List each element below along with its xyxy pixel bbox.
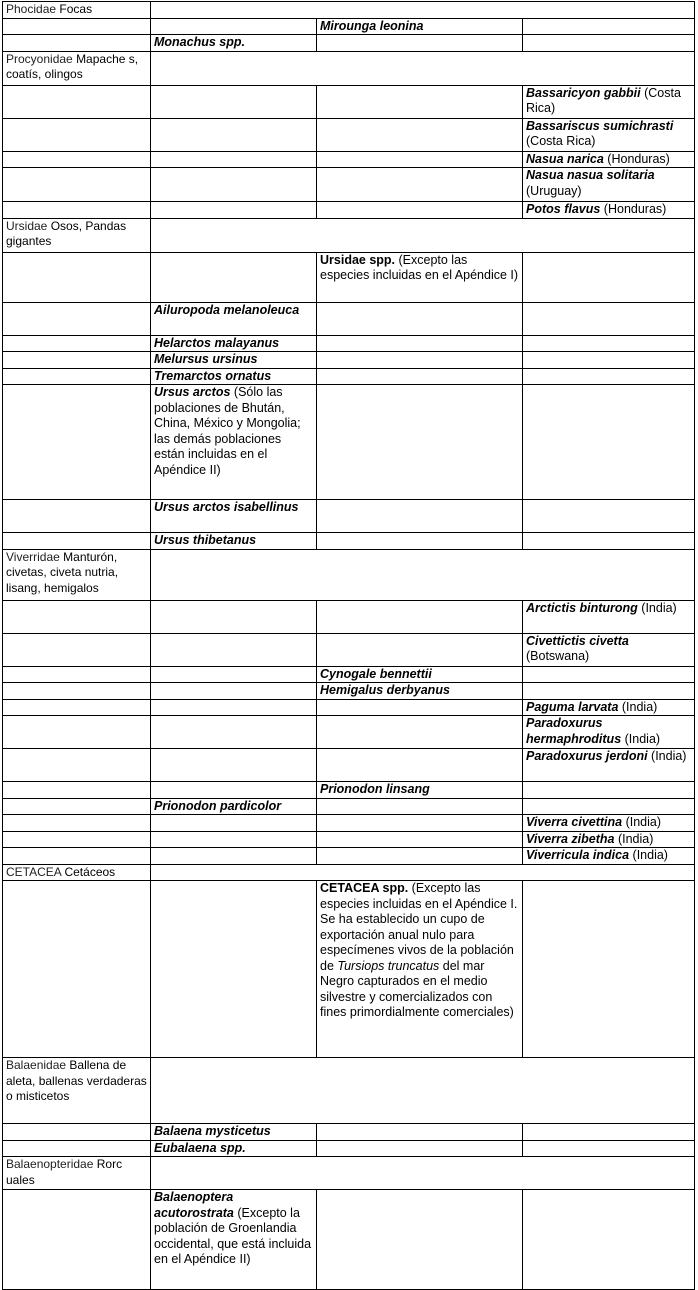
- species-name: Ailuropoda melanoleuca: [154, 302, 300, 317]
- family-col-cell: [3, 666, 151, 683]
- appendix-ii-col-cell: [317, 1124, 523, 1141]
- family-latin-name: Procyonidae: [6, 51, 73, 66]
- family-row: [3, 51, 695, 85]
- appendix-i-col-cell: [151, 881, 317, 1058]
- table-row: [3, 815, 695, 832]
- family-common-name: Rorc uales: [6, 1157, 123, 1187]
- family-row: [3, 1058, 695, 1124]
- annotation-text: (Botswana): [526, 649, 590, 663]
- appendix-ii-col-cell: [317, 85, 523, 118]
- appendix-ii-col-cell: [317, 716, 523, 749]
- family-cell: [3, 51, 151, 85]
- table-row: [3, 1124, 695, 1141]
- appendix-i-col-cell: [151, 252, 317, 302]
- taxon-name: CETACEA spp.: [320, 881, 409, 895]
- table-row: [3, 798, 695, 815]
- species-name: Monachus spp.: [154, 35, 245, 49]
- appendix-i-col-cell: [151, 302, 317, 335]
- family-cell: [3, 1058, 151, 1124]
- appendix-i-col-cell: [151, 202, 317, 219]
- family-common-name: Manturón, civetas, civeta nutria, lisang, hemigalos: [6, 549, 119, 595]
- appendix-ii-col-cell: [317, 848, 523, 865]
- appendix-iii-col-cell: [523, 202, 695, 219]
- appendix-i-col-cell: [151, 368, 317, 385]
- family-blank-cell: [151, 1157, 695, 1190]
- table-row: [3, 831, 695, 848]
- family-col-cell: [3, 600, 151, 633]
- appendix-ii-col-cell: [317, 302, 523, 335]
- species-name: Tremarctos ornatus: [154, 368, 272, 383]
- annotation-text: (India): [614, 831, 654, 846]
- appendix-ii-col-cell: [317, 18, 523, 35]
- species-name: Civettictis civetta: [526, 633, 629, 648]
- appendix-ii-col-cell: [317, 202, 523, 219]
- family-col-cell: [3, 252, 151, 302]
- family-blank-cell: [151, 2, 695, 19]
- annotation-text: (Honduras): [600, 202, 667, 216]
- table-row: [3, 335, 695, 352]
- family-col-cell: [3, 683, 151, 700]
- species-name: Bassariscus sumichrasti: [526, 118, 674, 133]
- appendix-ii-col-cell: [317, 533, 523, 550]
- annotation-text: (India): [637, 600, 677, 615]
- family-cell: [3, 549, 151, 600]
- table-row: [3, 699, 695, 716]
- appendix-i-col-cell: [151, 118, 317, 151]
- appendix-iii-col-cell: [523, 35, 695, 52]
- family-latin-name: Ursidae: [6, 218, 48, 233]
- family-cell: [3, 1157, 151, 1190]
- species-name: Paradoxurus hermaphroditus: [526, 716, 622, 746]
- annotation-text: (Costa Rica): [526, 134, 596, 148]
- species-name: Ursus arctos: [154, 385, 231, 399]
- family-col-cell: [3, 35, 151, 52]
- family-latin-name: Phocidae: [6, 2, 57, 16]
- appendix-ii-col-cell: [317, 831, 523, 848]
- appendix-ii-col-cell: [317, 666, 523, 683]
- appendix-iii-col-cell: [523, 716, 695, 749]
- table-body: [3, 2, 695, 1290]
- appendix-i-col-cell: [151, 600, 317, 633]
- appendix-ii-col-cell: [317, 881, 523, 1058]
- family-latin-name: Viverridae: [6, 549, 60, 564]
- family-common-name: Osos, Pandas gigantes: [6, 218, 127, 248]
- family-col-cell: [3, 368, 151, 385]
- family-col-cell: [3, 798, 151, 815]
- appendix-i-col-cell: [151, 151, 317, 168]
- appendix-ii-col-cell: [317, 699, 523, 716]
- species-name: Balaenoptera acutorostrata: [154, 1190, 234, 1220]
- appendix-i-col-cell: [151, 385, 317, 500]
- family-common-name: Focas: [59, 2, 93, 16]
- species-name: Prionodon linsang: [320, 782, 430, 796]
- appendix-iii-col-cell: [523, 831, 695, 848]
- species-name: Nasua nasua solitaria: [526, 168, 655, 182]
- table-row: [3, 1190, 695, 1290]
- appendix-iii-col-cell: [523, 118, 695, 151]
- species-name: Hemigalus derbyanus: [320, 683, 450, 697]
- table-row: [3, 35, 695, 52]
- table-row: [3, 18, 695, 35]
- family-common-name: Ballena de aleta, ballenas verdaderas o misticetos: [6, 1058, 147, 1103]
- appendix-ii-col-cell: [317, 749, 523, 782]
- annotation-text: (Costa Rica): [526, 85, 681, 115]
- appendix-iii-col-cell: [523, 600, 695, 633]
- appendix-ii-col-cell: [317, 385, 523, 500]
- family-cell: [3, 2, 151, 19]
- appendix-iii-col-cell: [523, 1140, 695, 1157]
- family-col-cell: [3, 848, 151, 865]
- table-row: [3, 118, 695, 151]
- appendix-iii-col-cell: [523, 749, 695, 782]
- appendix-i-col-cell: [151, 35, 317, 52]
- appendix-iii-col-cell: [523, 335, 695, 352]
- table-row: [3, 202, 695, 219]
- family-common-name: Cetáceos: [64, 864, 116, 879]
- species-name: Melursus ursinus: [154, 352, 258, 366]
- family-col-cell: [3, 352, 151, 369]
- family-col-cell: [3, 1140, 151, 1157]
- appendix-i-col-cell: [151, 352, 317, 369]
- species-name: Paguma larvata: [526, 699, 619, 714]
- appendix-iii-col-cell: [523, 151, 695, 168]
- appendix-i-col-cell: [151, 1124, 317, 1141]
- appendix-i-col-cell: [151, 782, 317, 799]
- appendix-iii-col-cell: [523, 385, 695, 500]
- appendix-ii-col-cell: [317, 683, 523, 700]
- appendix-i-col-cell: [151, 1190, 317, 1290]
- appendix-i-col-cell: [151, 798, 317, 815]
- appendix-iii-col-cell: [523, 633, 695, 666]
- family-col-cell: [3, 782, 151, 799]
- appendix-iii-col-cell: [523, 533, 695, 550]
- appendix-ii-col-cell: [317, 1190, 523, 1290]
- family-latin-name: Balaenidae: [6, 1058, 67, 1072]
- table-row: [3, 302, 695, 335]
- appendix-i-col-cell: [151, 699, 317, 716]
- appendix-iii-col-cell: [523, 683, 695, 700]
- species-name: Bassaricyon gabbii: [526, 85, 641, 100]
- family-cell: [3, 864, 151, 881]
- species-name: Viverra civettina: [526, 815, 623, 829]
- family-row: [3, 864, 695, 881]
- family-col-cell: [3, 749, 151, 782]
- table-row: [3, 151, 695, 168]
- appendix-i-col-cell: [151, 831, 317, 848]
- species-name: Mirounga leonina: [320, 18, 424, 33]
- appendix-ii-col-cell: [317, 335, 523, 352]
- family-col-cell: [3, 881, 151, 1058]
- family-cell: [3, 218, 151, 252]
- family-row: [3, 218, 695, 252]
- species-name: Paradoxurus jerdoni: [526, 749, 648, 763]
- appendix-i-col-cell: [151, 633, 317, 666]
- appendix-ii-col-cell: [317, 168, 523, 202]
- annotation-text: (India): [622, 815, 662, 829]
- family-col-cell: [3, 85, 151, 118]
- appendix-ii-col-cell: [317, 815, 523, 832]
- table-row: [3, 85, 695, 118]
- family-col-cell: [3, 302, 151, 335]
- species-name: Arctictis binturong: [526, 600, 638, 615]
- appendix-ii-col-cell: [317, 600, 523, 633]
- annotation-text: (India): [618, 699, 658, 714]
- family-row: [3, 2, 695, 19]
- appendix-i-col-cell: [151, 168, 317, 202]
- family-col-cell: [3, 699, 151, 716]
- family-common-name: Mapache s, coatís, olingos: [6, 51, 139, 81]
- family-col-cell: [3, 168, 151, 202]
- family-blank-cell: [151, 1058, 695, 1124]
- appendix-i-col-cell: [151, 666, 317, 683]
- appendix-ii-col-cell: [317, 151, 523, 168]
- appendix-i-col-cell: [151, 533, 317, 550]
- family-col-cell: [3, 18, 151, 35]
- table-row: [3, 683, 695, 700]
- appendix-i-col-cell: [151, 716, 317, 749]
- appendix-i-col-cell: [151, 335, 317, 352]
- annotation-text: del mar Negro capturados en el medio silvestre y comercializados con fines primordialmente comerciales): [320, 958, 514, 1019]
- appendix-i-col-cell: [151, 500, 317, 533]
- table-row: [3, 633, 695, 666]
- family-col-cell: [3, 1190, 151, 1290]
- appendix-ii-col-cell: [317, 782, 523, 799]
- appendix-iii-col-cell: [523, 1124, 695, 1141]
- annotation-text: (India): [621, 731, 661, 746]
- appendix-ii-col-cell: [317, 252, 523, 302]
- appendix-ii-col-cell: [317, 368, 523, 385]
- species-name: Tursiops truncatus: [337, 958, 440, 973]
- appendix-iii-col-cell: [523, 815, 695, 832]
- family-col-cell: [3, 716, 151, 749]
- annotation-text: (Honduras): [603, 151, 670, 166]
- family-latin-name: Balaenopteridae: [6, 1157, 94, 1171]
- species-name: Eubalaena spp.: [154, 1140, 246, 1155]
- table-row: [3, 252, 695, 302]
- appendix-iii-col-cell: [523, 1190, 695, 1290]
- appendix-i-col-cell: [151, 683, 317, 700]
- family-blank-cell: [151, 218, 695, 252]
- appendix-iii-col-cell: [523, 168, 695, 202]
- species-name: Ursus arctos isabellinus: [154, 500, 299, 514]
- species-name: Balaena mysticetus: [154, 1124, 271, 1138]
- appendix-iii-col-cell: [523, 782, 695, 799]
- family-blank-cell: [151, 864, 695, 881]
- table-row: [3, 881, 695, 1058]
- appendix-ii-col-cell: [317, 352, 523, 369]
- family-col-cell: [3, 533, 151, 550]
- annotation-text: (Uruguay): [526, 183, 582, 198]
- family-col-cell: [3, 815, 151, 832]
- appendix-iii-col-cell: [523, 666, 695, 683]
- family-row: [3, 549, 695, 600]
- appendix-iii-col-cell: [523, 85, 695, 118]
- appendix-ii-col-cell: [317, 798, 523, 815]
- cites-appendices-table: [2, 1, 695, 1290]
- appendix-i-col-cell: [151, 85, 317, 118]
- species-name: Prionodon pardicolor: [154, 798, 282, 813]
- appendix-i-col-cell: [151, 749, 317, 782]
- annotation-text: (Excepto las especies incluidas en el Apéndice I): [320, 252, 519, 282]
- species-name: Viverricula indica: [526, 848, 630, 862]
- family-col-cell: [3, 1124, 151, 1141]
- table-row: [3, 600, 695, 633]
- annotation-text: (Excepto la población de Groenlandia occidental, que está incluida en el Apéndice II): [154, 1205, 312, 1266]
- table-row: [3, 848, 695, 865]
- family-blank-cell: [151, 51, 695, 85]
- appendix-i-col-cell: [151, 848, 317, 865]
- appendix-i-col-cell: [151, 18, 317, 35]
- table-row: [3, 782, 695, 799]
- appendix-iii-col-cell: [523, 699, 695, 716]
- table-row: [3, 749, 695, 782]
- appendix-iii-col-cell: [523, 798, 695, 815]
- family-col-cell: [3, 500, 151, 533]
- appendix-iii-col-cell: [523, 500, 695, 533]
- table-row: [3, 385, 695, 500]
- appendix-iii-col-cell: [523, 18, 695, 35]
- table-row: [3, 352, 695, 369]
- family-col-cell: [3, 633, 151, 666]
- taxon-name: Ursidae spp.: [320, 252, 396, 267]
- appendix-ii-col-cell: [317, 633, 523, 666]
- table-row: [3, 168, 695, 202]
- species-name: Potos flavus: [526, 202, 601, 216]
- appendix-i-col-cell: [151, 1140, 317, 1157]
- annotation-text: (India): [647, 749, 687, 763]
- family-latin-name: CETACEA: [6, 864, 62, 879]
- family-col-cell: [3, 151, 151, 168]
- table-row: [3, 1140, 695, 1157]
- family-col-cell: [3, 118, 151, 151]
- species-name: Ursus thibetanus: [154, 533, 257, 547]
- appendix-iii-col-cell: [523, 848, 695, 865]
- appendix-i-col-cell: [151, 815, 317, 832]
- family-col-cell: [3, 335, 151, 352]
- appendix-iii-col-cell: [523, 368, 695, 385]
- family-col-cell: [3, 202, 151, 219]
- appendix-ii-col-cell: [317, 500, 523, 533]
- family-col-cell: [3, 385, 151, 500]
- family-col-cell: [3, 831, 151, 848]
- species-name: Cynogale bennettii: [320, 666, 432, 681]
- annotation-text: (India): [629, 848, 668, 862]
- annotation-text: (Sólo las poblaciones de Bhután, China, México y Mongolia; las demás poblaciones están incluidas en el Apéndice II): [154, 385, 301, 477]
- appendix-iii-col-cell: [523, 252, 695, 302]
- appendix-ii-col-cell: [317, 35, 523, 52]
- family-blank-cell: [151, 549, 695, 600]
- appendix-iii-col-cell: [523, 881, 695, 1058]
- table-row: [3, 500, 695, 533]
- species-name: Helarctos malayanus: [154, 335, 280, 350]
- annotation-text: (Excepto las especies incluidas en el Apéndice I. Se ha establecido un cupo de exportación anual nulo para especímenes vivos de la población de: [320, 881, 518, 973]
- table-row: [3, 716, 695, 749]
- appendix-ii-col-cell: [317, 1140, 523, 1157]
- appendix-iii-col-cell: [523, 302, 695, 335]
- table-row: [3, 533, 695, 550]
- species-name: Nasua narica: [526, 151, 604, 166]
- species-name: Viverra zibetha: [526, 831, 615, 846]
- table-row: [3, 666, 695, 683]
- appendix-iii-col-cell: [523, 352, 695, 369]
- table-row: [3, 368, 695, 385]
- appendix-ii-col-cell: [317, 118, 523, 151]
- family-row: [3, 1157, 695, 1190]
